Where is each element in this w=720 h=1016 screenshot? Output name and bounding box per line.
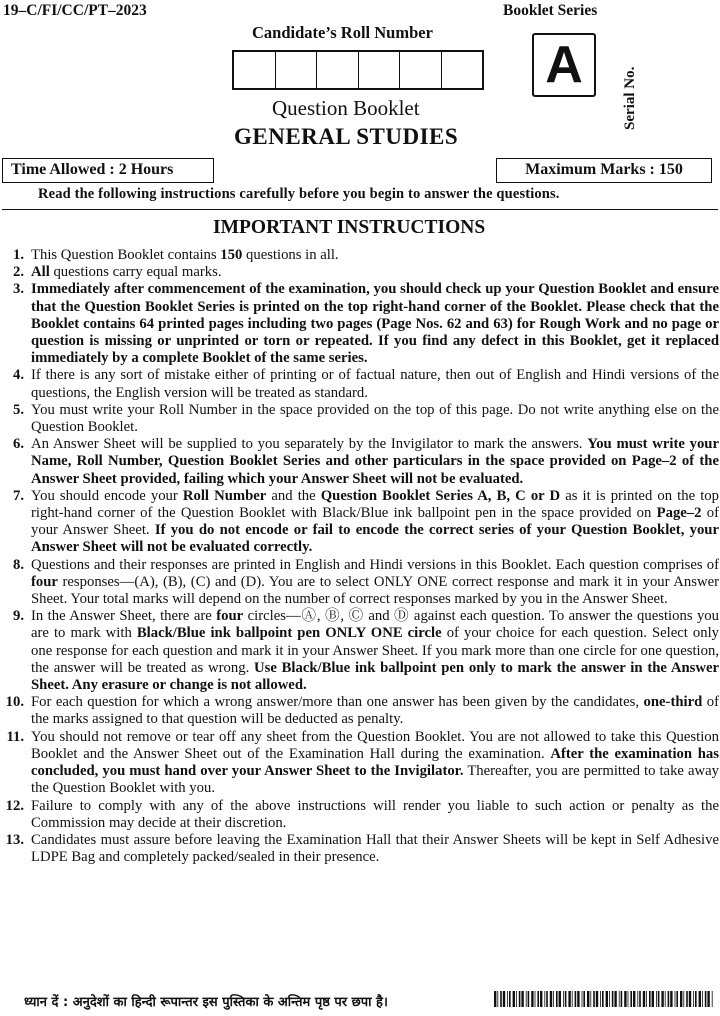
exam-code: 19–C/FI/CC/PT–2023 xyxy=(3,2,147,19)
instruction-text: All xyxy=(31,264,50,281)
instruction-number: 9. xyxy=(12,608,24,625)
instruction-text: four xyxy=(31,573,58,590)
instruction-text: Candidates must assure before leaving the Examination Hall that their Answer Sheets will be kept in Self Adhesive LDPE Bag and completely packed/sealed in their presence. xyxy=(31,831,719,866)
instruction-list xyxy=(0,247,719,866)
instruction-item xyxy=(0,402,719,436)
instruction-text: 150 xyxy=(220,247,243,263)
hindi-note: ध्यान दें : अनुदेशों का हिन्दी रूपान्तर इस पुस्तिका के अन्तिम पृष्ठ पर छपा है। xyxy=(24,995,388,1010)
instruction-text: An Answer Sheet will be supplied to you separately by the Invigilator to mark the answers. xyxy=(31,436,588,453)
instruction-text: Page–2 xyxy=(656,505,702,522)
instruction-text: After the examination has concluded, you must hand over your Answer Sheet to the Invigilator. xyxy=(31,745,719,780)
instruction-text: This Question Booklet contains xyxy=(31,247,221,263)
instruction-number: 12. xyxy=(5,797,24,814)
series-letter-box: A xyxy=(532,33,596,97)
instruction-text: circles—Ⓐ, Ⓑ, Ⓒ and Ⓓ against each question. To answer the questions you are to mark with xyxy=(31,608,719,642)
instruction-text: questions in all. xyxy=(242,247,339,263)
instruction-text: as it is printed on the top right-hand corner of the Question Booklet with Black/Blue ink ballpoint pen in the space provided on xyxy=(31,487,719,522)
roll-digit-box[interactable] xyxy=(400,52,442,88)
booklet-title: Question Booklet xyxy=(272,96,420,120)
instruction-text: Black/Blue ink ballpoint pen ONLY ONE circle xyxy=(136,625,442,642)
roll-digit-box[interactable] xyxy=(359,52,401,88)
divider xyxy=(2,209,718,210)
instruction-number: 6. xyxy=(12,436,24,453)
subject-title: GENERAL STUDIES xyxy=(234,124,459,149)
roll-digit-box[interactable] xyxy=(234,52,276,88)
instruction-text: Use Black/Blue ink ballpoint pen only to mark the answer in the Answer Sheet. Any erasure or change is not allowed. xyxy=(31,659,719,694)
instruction-number: 7. xyxy=(12,487,24,504)
instruction-number: 1. xyxy=(12,247,24,263)
instruction-item xyxy=(0,264,719,281)
instruction-item xyxy=(0,798,719,832)
instruction-number: 11. xyxy=(6,728,24,745)
instruction-number: 3. xyxy=(12,281,24,298)
instructions-heading: IMPORTANT INSTRUCTIONS xyxy=(213,217,486,238)
instruction-text: If there is any sort of mistake either of printing or of factual nature, then out of English and Hindi versions of the questions, the English version will be treated as standard. xyxy=(31,367,719,401)
instruction-text: You must write your Name, Roll Number, Question Booklet Series and other particulars in the space provided on Page–2 of the Answer Sheet provided, failing which your Answer Sheet will not be evaluated. xyxy=(31,436,719,487)
instruction-item xyxy=(0,557,719,609)
instruction-text: For each question for which a wrong answer/more than one answer has been given by the candidates, xyxy=(31,694,644,711)
instruction-item xyxy=(0,608,719,694)
instruction-text: questions carry equal marks. xyxy=(49,264,222,281)
read-instructions-line: Read the following instructions carefully before you begin to answer the questions. xyxy=(38,186,560,202)
instruction-text: Roll Number xyxy=(182,487,267,504)
instruction-text: You should not remove or tear off any sheet from the Question Booklet. You are not allowed to take this Question Booklet and the Answer Sheet out of the Examination Hall during the examination. xyxy=(31,728,719,762)
instruction-number: 2. xyxy=(12,264,24,281)
instruction-item xyxy=(0,488,719,557)
instruction-text: Question Booklet Series A, B, C or D xyxy=(320,487,561,504)
instruction-number: 8. xyxy=(12,556,24,573)
instruction-number: 13. xyxy=(5,831,24,848)
roll-digit-box[interactable] xyxy=(276,52,318,88)
maximum-marks-box: Maximum Marks : 150 xyxy=(496,158,712,183)
instruction-item xyxy=(0,694,719,728)
instruction-text: You must write your Roll Number in the space provided on the top of this page. Do not write anything else on the Question Booklet. xyxy=(31,401,719,436)
instruction-text: responses—(A), (B), (C) and (D). You are to select ONLY ONE correct response and mark it in your Answer Sheet. Your total marks will depend on the number of correct responses marked by you in the Answer Sheet. xyxy=(31,573,719,608)
instruction-text: and the xyxy=(266,487,321,504)
instruction-text: If you do not encode or fail to encode the correct series of your Question Booklet, your Answer Sheet will not be evaluated correctly. xyxy=(31,522,719,556)
roll-digit-box[interactable] xyxy=(442,52,483,88)
instruction-text: You should encode your xyxy=(31,487,183,504)
instruction-number: 4. xyxy=(12,367,24,384)
instruction-item xyxy=(0,247,719,264)
barcode xyxy=(494,991,714,1007)
instruction-item xyxy=(0,281,719,367)
instruction-number: 10. xyxy=(5,694,24,711)
instruction-text: Thereafter, you are permitted to take away the Question Booklet with you. xyxy=(31,763,719,797)
instruction-text: In the Answer Sheet, there are xyxy=(31,608,217,625)
instruction-number: 5. xyxy=(12,401,24,418)
instruction-text: one-third xyxy=(643,694,703,711)
booklet-series-label: Booklet Series xyxy=(503,2,598,19)
instruction-item xyxy=(0,436,719,488)
instruction-item xyxy=(0,729,719,798)
instruction-text: four xyxy=(216,608,244,625)
instruction-text: of your choice for each question. Select only one response for each question and mark it in your Answer Sheet. If you mark more than one circle for one question, the answer will be treated as wrong. xyxy=(31,625,719,676)
serial-number-label: Serial No. xyxy=(622,66,638,130)
instruction-text: Immediately after commencement of the examination, you should check up your Question Booklet and ensure that the Question Booklet Series is printed on the top right-hand corner of the Booklet. Please check that the Booklet contains 64 printed pages including two pages (Page Nos. 62 and 63) for Rough Work and no page or question is missing or unprinted or torn or repeated. If you find any defect in this Booklet, get it replaced immediately by a complete Booklet of the same series. xyxy=(31,281,719,367)
time-allowed-box: Time Allowed : 2 Hours xyxy=(2,158,214,183)
roll-digit-box[interactable] xyxy=(317,52,359,88)
instruction-text: Failure to comply with any of the above instructions will render you liable to such action or penalty as the Commission may decide at their discretion. xyxy=(31,797,719,831)
roll-number-label: Candidate’s Roll Number xyxy=(252,23,433,42)
instruction-text: of the marks assigned to that question will be deducted as penalty. xyxy=(31,694,719,728)
instruction-item xyxy=(0,367,719,401)
roll-number-boxes[interactable] xyxy=(232,50,484,90)
instruction-text: Questions and their responses are printed in English and Hindi versions in this Booklet. Each question comprises of xyxy=(31,556,719,573)
instruction-text: of your Answer Sheet. xyxy=(31,505,719,539)
instruction-item xyxy=(0,832,719,866)
